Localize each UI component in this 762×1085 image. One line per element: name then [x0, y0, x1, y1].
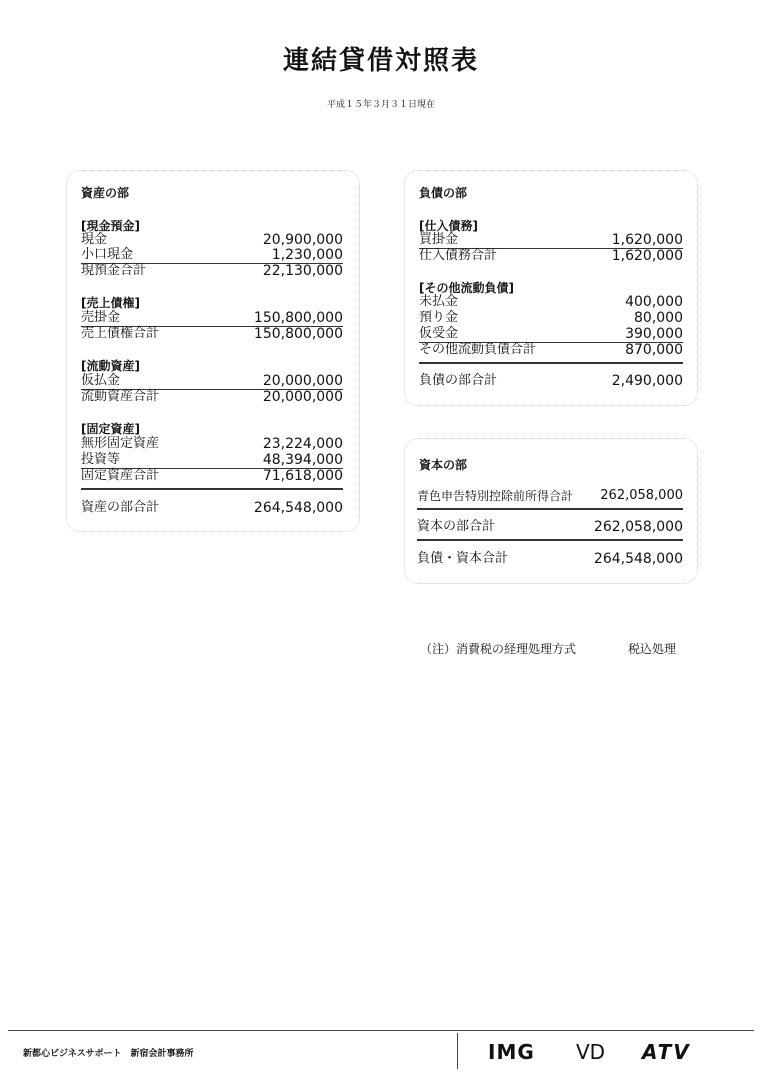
item-amount: 20,900,000 [262, 232, 343, 248]
subtotal-amount: 71,618,000 [262, 468, 343, 484]
item-amount: 150,800,000 [253, 310, 343, 326]
img-logo: IMG [488, 1040, 535, 1064]
subtotal-amount: 22,130,000 [262, 263, 343, 279]
ledger-row [419, 310, 683, 326]
footer-vertical-divider [457, 1033, 458, 1069]
assets-heading: 資産の部 [81, 186, 130, 200]
subtotal-label: 売上債権合計 [81, 326, 160, 341]
grand-total-row [419, 373, 683, 389]
subtotal-amount: 1,620,000 [611, 248, 683, 264]
grand-total-label: 資産の部合計 [81, 500, 160, 515]
liabilities-panel [404, 170, 698, 406]
vd-logo: VD [576, 1040, 606, 1064]
grand-total-row [81, 500, 343, 516]
subtotal-row [81, 389, 343, 405]
subtotal-label: 流動資産合計 [81, 389, 160, 404]
subtotal-label: 固定資産合計 [81, 468, 160, 483]
item-amount: 80,000 [634, 310, 683, 326]
footer-divider [8, 1030, 754, 1031]
grand-total-row [417, 551, 683, 567]
item-label: 未払金 [419, 294, 459, 309]
subtotal-amount: 20,000,000 [262, 389, 343, 405]
item-label: 預り金 [419, 310, 459, 325]
ledger-row [81, 436, 343, 452]
subtotal-label: 現預金合計 [81, 263, 147, 278]
subtotal-amount: 870,000 [625, 342, 683, 358]
grand-total-label: 負債・資本合計 [417, 551, 509, 566]
subtotal-row [81, 468, 343, 490]
subtotal-amount: 150,800,000 [253, 326, 343, 342]
tax-method-note-value: 税込処理 [628, 642, 677, 656]
other-liabilities-group-label: [その他流動負債] [419, 281, 514, 295]
ledger-row [81, 373, 343, 390]
item-amount: 1,620,000 [611, 232, 683, 248]
receivables-group-label: [売上債権] [81, 296, 140, 310]
item-label: 無形固定資産 [81, 436, 160, 451]
grand-total-amount: 2,490,000 [611, 373, 683, 389]
item-label: 買掛金 [419, 232, 459, 247]
item-label: 現金 [81, 232, 108, 247]
item-amount: 262,058,000 [600, 488, 683, 503]
item-amount: 20,000,000 [262, 373, 343, 389]
subtotal-row [81, 263, 343, 279]
grand-total-amount: 264,548,000 [593, 551, 683, 567]
equity-heading: 資本の部 [419, 458, 468, 472]
cash-group-label: [現金預金] [81, 219, 140, 233]
subtotal-row [417, 519, 683, 541]
ledger-row [81, 452, 343, 469]
subtotal-row [419, 342, 683, 364]
as-of-date: 平成１５年３月３１日現在 [326, 100, 435, 110]
item-amount: 390,000 [625, 326, 683, 342]
document-title: 連結貸借対照表 [282, 46, 479, 76]
subtotal-row [81, 326, 343, 342]
item-label: 小口現金 [81, 247, 134, 262]
assets-panel [66, 170, 360, 532]
item-label: 仮受金 [419, 326, 459, 341]
ledger-row [81, 247, 343, 264]
equity-panel [404, 438, 698, 584]
liabilities-heading: 負債の部 [419, 186, 468, 200]
tax-method-note-label: （注）消費税の経理処理方式 [420, 642, 577, 656]
item-label: 青色申告特別控除前所得合計 [417, 489, 574, 503]
item-amount: 1,230,000 [271, 247, 343, 263]
item-label: 仮払金 [81, 373, 121, 388]
subtotal-label: 資本の部合計 [417, 519, 496, 534]
current-assets-group-label: [流動資産] [81, 359, 140, 373]
payables-group-label: [仕入債務] [419, 219, 478, 233]
subtotal-label: その他流動負債合計 [419, 342, 537, 357]
ledger-row [81, 310, 343, 327]
item-amount: 23,224,000 [262, 436, 343, 452]
item-amount: 400,000 [625, 294, 683, 310]
item-amount: 48,394,000 [262, 452, 343, 468]
ledger-row [81, 232, 343, 248]
subtotal-amount: 262,058,000 [593, 519, 683, 535]
ledger-row [419, 232, 683, 249]
item-label: 投資等 [81, 452, 121, 467]
ledger-row [419, 326, 683, 343]
ledger-row [419, 294, 683, 310]
footer-organization: 新都心ビジネスサポート 新宿会計事務所 [23, 1049, 194, 1059]
atv-logo: ATV [642, 1040, 691, 1064]
fixed-assets-group-label: [固定資産] [81, 422, 140, 436]
grand-total-amount: 264,548,000 [253, 500, 343, 516]
item-label: 売掛金 [81, 310, 121, 325]
subtotal-row [419, 248, 683, 264]
subtotal-label: 仕入債務合計 [419, 248, 498, 263]
grand-total-label: 負債の部合計 [419, 373, 498, 388]
ledger-row [417, 488, 683, 510]
